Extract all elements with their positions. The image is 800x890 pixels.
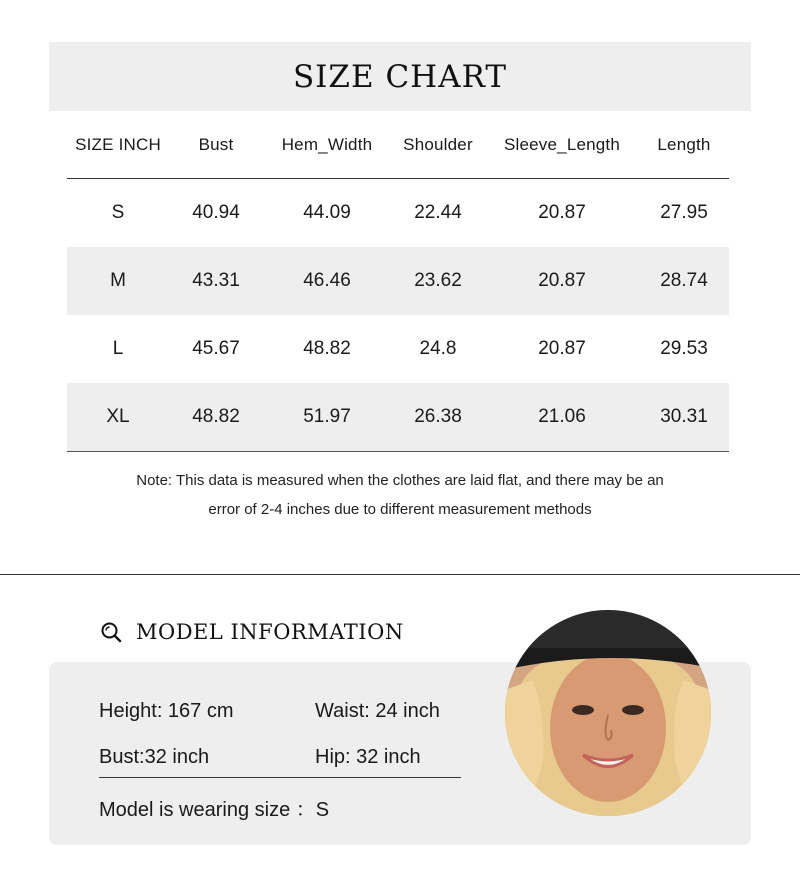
- table-cell: 23.62: [414, 270, 462, 291]
- table-cell: 43.31: [192, 270, 240, 291]
- table-cell: 46.46: [303, 270, 351, 291]
- table-cell: 20.87: [538, 338, 586, 359]
- size-table: [67, 112, 729, 452]
- measurement-note: [60, 466, 740, 524]
- table-cell: 22.44: [414, 202, 462, 223]
- table-cell: 51.97: [303, 406, 351, 427]
- table-cell: 21.06: [538, 406, 586, 427]
- section-divider: [0, 574, 800, 575]
- table-cell: 48.82: [303, 338, 351, 359]
- note-line: error of 2-4 inches due to different measurement methods: [208, 501, 592, 518]
- info-row: [99, 688, 479, 734]
- model-photo: [505, 610, 711, 816]
- table-cell: 44.09: [303, 202, 351, 223]
- table-cell: 30.31: [660, 406, 708, 427]
- size-chart-title: SIZE CHART: [292, 58, 508, 95]
- table-cell: 20.87: [538, 270, 586, 291]
- table-cell: M: [110, 270, 126, 291]
- table-cell: 28.74: [660, 270, 708, 291]
- table-cell: L: [112, 338, 124, 359]
- table-row: [67, 383, 729, 452]
- model-measurements: [99, 688, 479, 780]
- model-wearing-size: Model is wearing size ：S: [99, 799, 330, 821]
- table-row: [67, 179, 729, 247]
- table-cell: 27.95: [660, 202, 708, 223]
- column-header: Hem_Width: [281, 135, 373, 154]
- info-row: [99, 734, 479, 780]
- column-header: SIZE INCH: [75, 135, 161, 154]
- table-header-row: [67, 112, 729, 179]
- model-info-heading: [100, 620, 404, 644]
- table-row: [67, 315, 729, 383]
- info-divider: [99, 777, 461, 778]
- table-cell: XL: [106, 406, 130, 427]
- table-cell: 20.87: [538, 202, 586, 223]
- table-cell: 48.82: [192, 406, 240, 427]
- column-header: Sleeve_Length: [503, 135, 621, 154]
- table-cell: 24.8: [419, 338, 457, 359]
- table-cell: S: [111, 202, 125, 223]
- model-info-title: MODEL INFORMATION: [136, 620, 404, 644]
- table-cell: 29.53: [660, 338, 708, 359]
- table-cell: 26.38: [414, 406, 462, 427]
- model-waist: Waist: 24 inch: [315, 699, 440, 722]
- model-bust: Bust:32 inch: [99, 745, 210, 768]
- note-line: Note: This data is measured when the clothes are laid flat, and there may be an: [136, 472, 664, 489]
- model-hip: Hip: 32 inch: [315, 745, 421, 768]
- search-icon: [100, 621, 122, 643]
- column-header: Shoulder: [403, 135, 473, 154]
- model-height: Height: 167 cm: [99, 699, 234, 722]
- table-cell: 45.67: [192, 338, 240, 359]
- column-header: Bust: [198, 135, 234, 154]
- table-row: [67, 247, 729, 315]
- table-cell: 40.94: [192, 202, 240, 223]
- size-chart-title-band: [49, 42, 751, 111]
- column-header: Length: [657, 135, 711, 154]
